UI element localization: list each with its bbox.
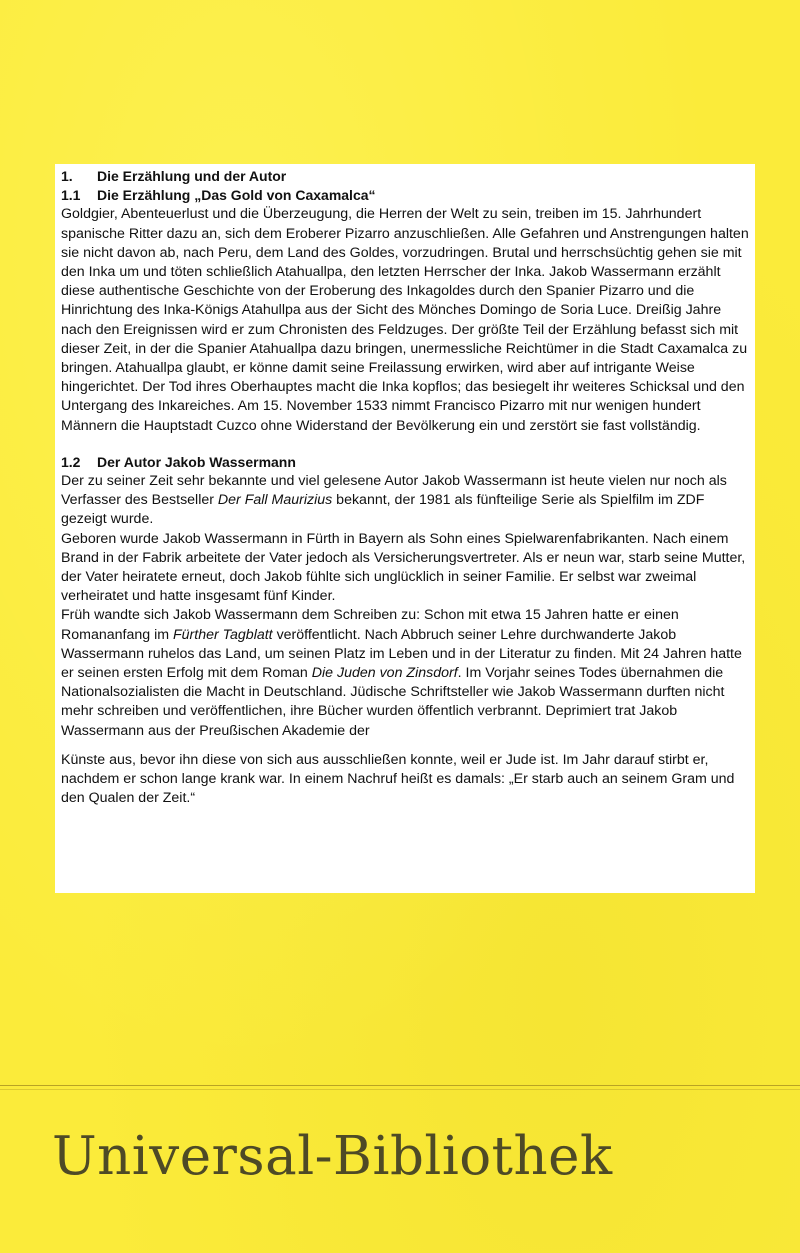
section-title: Die Erzählung und der Autor (97, 168, 287, 184)
cover-divider-line (0, 1085, 800, 1086)
section-title: Die Erzählung „Das Gold von Caxamalca“ (97, 187, 376, 204)
section-number: 1.1 (61, 187, 81, 204)
section-heading-1-1 (61, 186, 750, 205)
section-heading-1 (61, 167, 750, 186)
text-run: bekannt, der 1981 als fünfteilige Serie als Spielfilm im ZDF gezeigt wurde. (61, 492, 705, 528)
text-run: . Im Vorjahr seines Todes übernahmen die Nationalsozialisten die Macht in Deutschland. Jüdische Schriftsteller wie Jakob Wassermann durften nicht mehr schreiben und veröffentlichen, ihre Bücher wurden öffentlich verbrannt. Deprimiert trat Jakob Wassermann aus der Preußischen Akademie der (61, 665, 725, 739)
cover-divider-line-secondary (0, 1089, 800, 1090)
story-summary-paragraph: Goldgier, Abenteuerlust und die Überzeugung, die Herren der Welt zu sein, treiben im 15. Jahrhundert spanische Ritter dazu an, sich dem Eroberer Pizarro anzuschließen. Alle Gefahren und Anstrengungen halten sie nicht davon ab, nach Peru, dem Land des Goldes, vorzudringen. Brutal und herrschsüchtig gehen sie mit den Inka um und töten schließlich Atahuallpa, den letzten Herrscher der Inka. Jakob Wassermann erzählt diese authentische Geschichte von der Eroberung des Inkagoldes durch den Spanier Pizarro und die Hinrichtung des Inka-Königs Atahullpa aus der Sicht des Mönches Domingo de Soria Luce. Dreißig Jahre nach den Ereignissen wird er zum Chronisten des Feldzuges. Der größte Teil der Erzählung befasst sich mit dieser Zeit, in der die Spanier Atahuallpa dazu bringen, unermessliche Reichtümer in die Stadt Caxamalca zu bringen. Atahuallpa glaubt, er könne damit seine Freilassung erwirken, wird aber auf intrigante Weise hingerichtet. Der Tod ihres Oberhauptes macht die Inka kopflos; das besiegelt ihr weiteres Schicksal und den Untergang des Inkareiches. Am 15. November 1533 nimmt Francisco Pizarro mit nur wenigen hundert Männern die Hauptstadt Cuzco ohne Widerstand der Bevölkerung ein und zerstört sie fast vollständig. (61, 206, 749, 434)
spacer (61, 741, 750, 751)
newspaper-title-italic: Fürther Tagblatt (172, 626, 273, 643)
author-death-paragraph: Künste aus, bevor ihn diese von sich aus ausschließen konnte, weil er Jude ist. Im Jahr darauf stirbt er, nachdem er schon lange krank war. In einem Nachruf heißt es damals: „Er starb auch an seinem Gram und den Qualen der Zeit.“ (61, 751, 735, 807)
author-intro-paragraph (61, 472, 750, 530)
section-number: 1.2 (61, 453, 81, 470)
text-run: Der zu seiner Zeit sehr bekannte und viel gelesene Autor Jakob Wassermann ist heute vielen nur noch als Verfasser des Bestseller (61, 473, 727, 509)
section-title: Der Autor Jakob Wassermann (97, 453, 296, 470)
publisher-series-title: Universal-Bibliothek (52, 1126, 613, 1187)
book-title-italic: Der Fall Maurizius (217, 492, 333, 509)
text-run: veröffentlicht. Nach Abbruch seiner Lehre durchwanderte Jakob Wassermann ruhelos das Land, um seinen Platz im Leben und in der Literatur zu finden. Mit 24 Jahren hatte er seinen ersten Erfolg mit dem Roman (61, 626, 742, 682)
novel-title-italic: Die Juden von Zinsdorf (311, 665, 458, 682)
text-page (55, 164, 755, 893)
section-heading-1-2 (61, 453, 750, 472)
author-biography-paragraph: Geboren wurde Jakob Wassermann in Fürth in Bayern als Sohn eines Spielwarenfabrikanten. Nach einem Brand in der Fabrik arbeitete der Vater jedoch als Versicherungsvertreter. Als er neun war, starb seine Mutter, der Vater heiratete erneut, doch Jakob fühlte sich unglücklich in seiner Familie. Er selbst war zweimal verheiratet und hatte insgesamt fünf Kinder. (61, 530, 746, 605)
section-number: 1. (61, 168, 73, 184)
author-career-paragraph (61, 606, 750, 740)
spacer (61, 436, 750, 453)
text-run: Früh wandte sich Jakob Wassermann dem Schreiben zu: Schon mit etwa 15 Jahren hatte er einen Romananfang im (61, 607, 679, 643)
